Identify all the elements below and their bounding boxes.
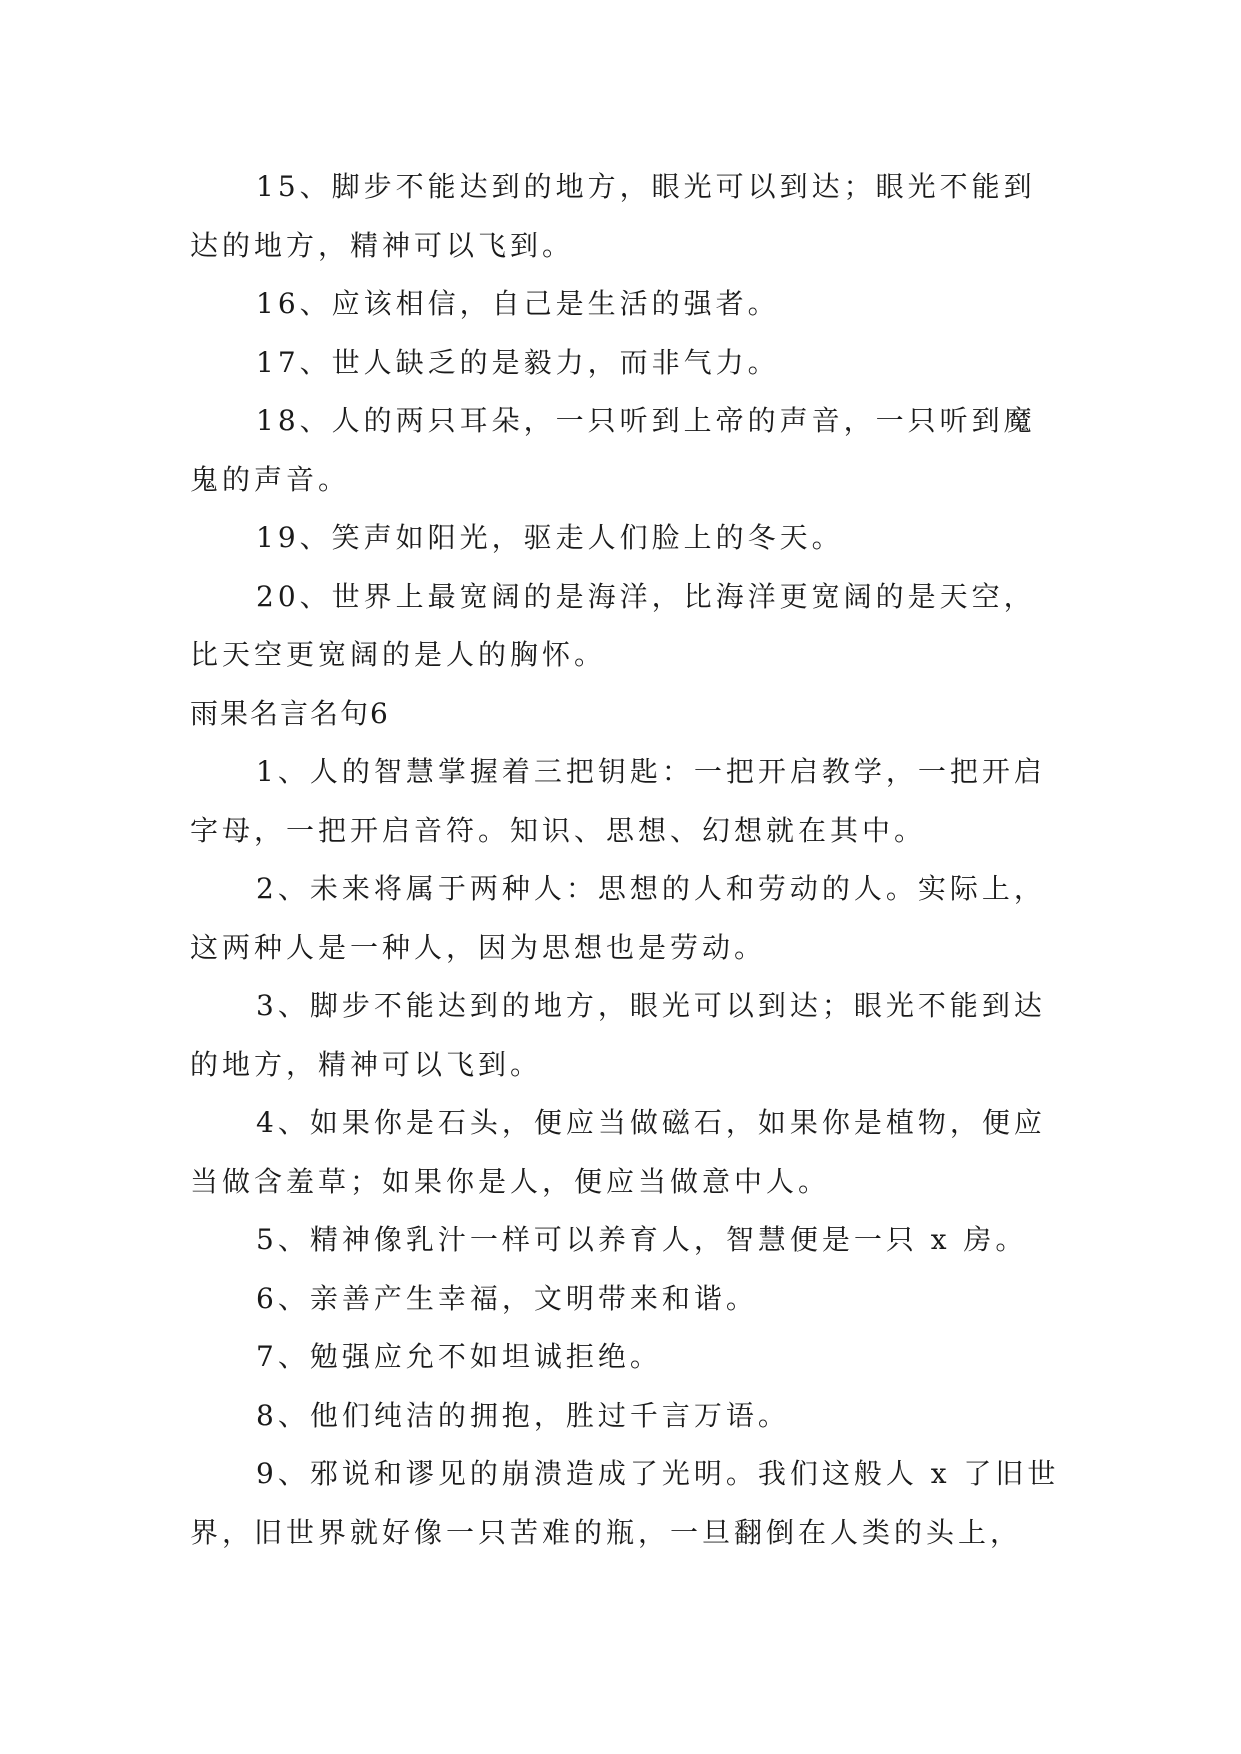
quote-paragraph-2: 2、未来将属于两种人：思想的人和劳动的人。实际上，这两种人是一种人，因为思想也是劳动。 <box>190 872 1046 964</box>
section-heading: 雨果名言名句6 <box>190 696 390 730</box>
quote-paragraph-20: 20、世界上最宽阔的是海洋，比海洋更宽阔的是天空，比天空更宽阔的是人的胸怀。 <box>190 579 1036 671</box>
quote-paragraph-19: 19、笑声如阳光，驱走人们脸上的冬天。 <box>256 521 844 554</box>
quote-paragraph-15: 15、脚步不能达到的地方，眼光可以到达；眼光不能到达的地方，精神可以飞到。 <box>190 170 1036 262</box>
quote-paragraph-18: 18、人的两只耳朵，一只听到上帝的声音，一只听到魔鬼的声音。 <box>190 404 1036 496</box>
quote-paragraph-4: 4、如果你是石头，便应当做磁石，如果你是植物，便应当做含羞草；如果你是人，便应当做意中人。 <box>190 1106 1046 1198</box>
document-page <box>190 158 1060 1562</box>
quote-paragraph-6: 6、亲善产生幸福，文明带来和谐。 <box>256 1281 758 1315</box>
quote-paragraph-8: 8、他们纯洁的拥抱，胜过千言万语。 <box>256 1398 790 1432</box>
quote-paragraph-1: 1、人的智慧掌握着三把钥匙：一把开启教学，一把开启字母，一把开启音符。知识、思想、幻想就在其中。 <box>190 755 1046 847</box>
quote-paragraph-16: 16、应该相信，自己是生活的强者。 <box>256 287 780 320</box>
quote-paragraph-3: 3、脚步不能达到的地方，眼光可以到达；眼光不能到达的地方，精神可以飞到。 <box>190 989 1046 1081</box>
quote-paragraph-9: 9、邪说和谬见的崩溃造成了光明。我们这般人 x 了旧世界，旧世界就好像一只苦难的瓶，一旦翻倒在人类的头上， <box>190 1457 1060 1549</box>
quote-paragraph-7: 7、勉强应允不如坦诚拒绝。 <box>256 1340 662 1373</box>
quote-paragraph-17: 17、世人缺乏的是毅力，而非气力。 <box>256 345 780 379</box>
quote-paragraph-5: 5、精神像乳汁一样可以养育人，智慧便是一只 x 房。 <box>256 1223 1028 1256</box>
